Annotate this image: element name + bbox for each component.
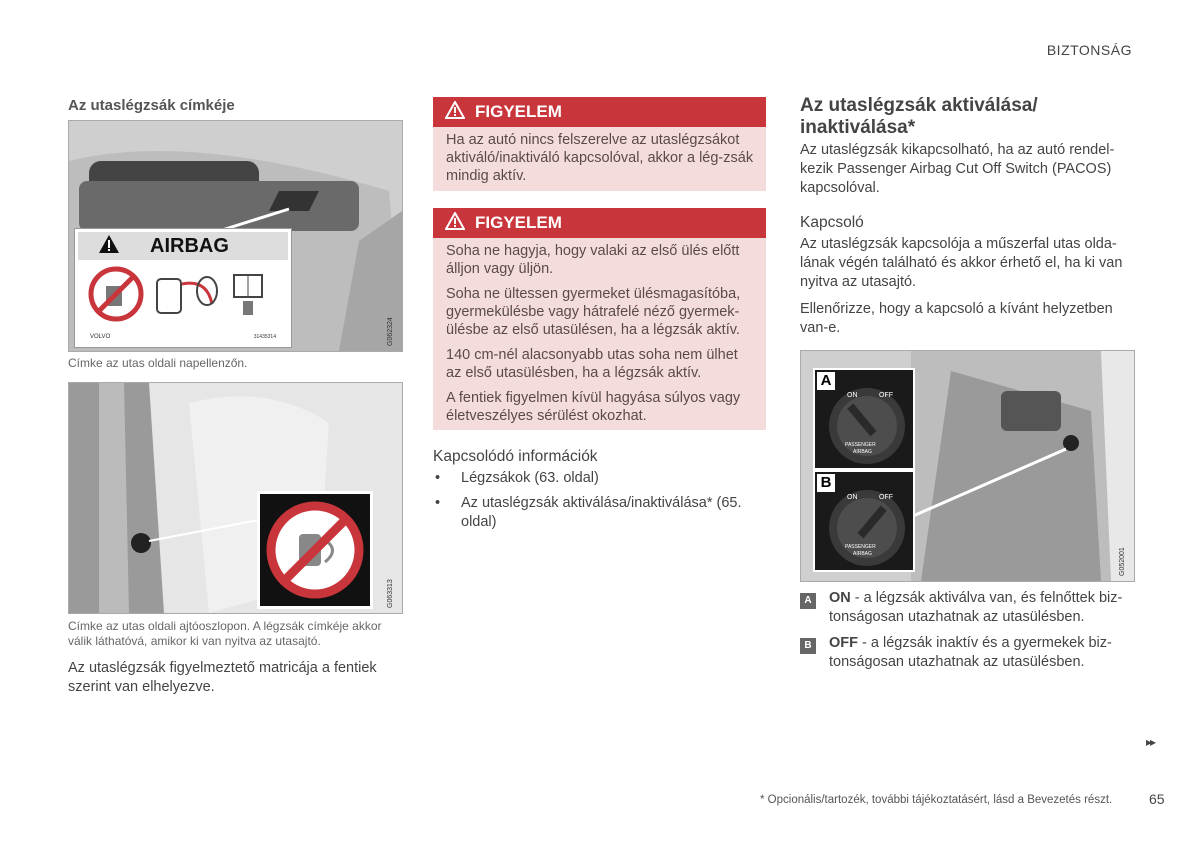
panel-letter: B — [817, 474, 835, 492]
warning-header-2 — [433, 208, 766, 238]
on-label: ON — [847, 392, 858, 399]
image-code: G052001 — [1119, 547, 1126, 576]
state-key: ON — [829, 590, 851, 606]
state-item-b — [800, 634, 1135, 672]
knob-text: AIRBAG — [853, 551, 872, 557]
airbag-label — [75, 229, 291, 347]
warning-triangle-icon — [98, 234, 120, 259]
knob-text: PASSENGER — [845, 544, 876, 550]
continue-arrows-icon: ▸▸ — [1146, 735, 1155, 749]
warning-text: Soha ne hagyja, hogy valaki az első ülés előtt álljon vagy üljön. — [446, 243, 740, 277]
right-title-2: inaktiválása* — [800, 117, 916, 138]
related-title: Kapcsolódó információk — [433, 448, 598, 465]
no-child-seat-icon — [88, 266, 144, 327]
switch-p1: Az utaslégzsák kapcsolója a műszerfal utas olda-lának végén található és akkor érhető el, ha ki van nyitva az utasajtó. — [800, 236, 1123, 290]
caption-door-pillar: Címke az utas oldali ajtóoszlopon. A légzsák címkéje akkor válik láthatóvá, amikor ki van nyitva az utasajtó. — [68, 619, 382, 648]
airbag-label-text: AIRBAG — [150, 234, 229, 257]
warning-text: Ha az autó nincs felszerelve az utaslégzsákot aktiváló/inaktiváló kapcsolóval, akkor a lég-zsák mindig aktív. — [446, 132, 754, 184]
state-text: - a légzsák aktiválva van, és felnőttek biz-tonságosan utazhatnak az utasülésben. — [829, 590, 1123, 625]
switch-panel-a — [813, 368, 915, 470]
label-brand: VOLVO — [90, 334, 111, 340]
state-key: OFF — [829, 635, 858, 651]
state-item-a — [800, 589, 1135, 627]
left-body: Az utaslégzsák figyelmeztető matricája a fentiek szerint van elhelyezve. — [68, 660, 377, 695]
image-code: G062324 — [387, 317, 394, 346]
related-link[interactable]: • Az utaslégzsák aktiválása/inaktiválása* (65. oldal) — [433, 494, 753, 532]
panel-letter: A — [817, 372, 835, 390]
related-link[interactable]: • Légzsákok (63. oldal) — [433, 469, 753, 488]
door-pillar-photo — [68, 382, 403, 614]
warning-triangle-icon — [445, 101, 465, 124]
page-number: 65 — [1149, 791, 1165, 807]
state-tag: B — [800, 638, 816, 654]
knob-text: PASSENGER — [845, 442, 876, 448]
related-list — [433, 469, 753, 538]
warning-text: A fentiek figyelmen kívül hagyása súlyos vagy életveszélyes sérülést okozhat. — [446, 390, 741, 424]
on-label: ON — [847, 494, 858, 501]
off-label: OFF — [879, 494, 893, 501]
door-label-frame — [257, 491, 373, 609]
left-heading: Az utaslégzsák címkéje — [68, 97, 235, 114]
caption-sun-visor: Címke az utas oldali napellenzőn. — [68, 356, 248, 370]
sun-visor-photo — [68, 120, 403, 352]
warning-title: FIGYELEM — [475, 213, 562, 232]
right-intro: Az utaslégzsák kikapcsolható, ha az autó rendel-kezik Passenger Airbag Cut Off Switch (PACOS) kapcsolóval. — [800, 142, 1115, 196]
section-title: BIZTONSÁG — [1046, 42, 1132, 58]
seat-airbag-icon — [152, 269, 222, 324]
warning-body-2 — [433, 238, 766, 430]
state-text: - a légzsák inaktív és a gyermekek biz-tonságosan utazhatnak az utasülésben. — [829, 635, 1112, 670]
warning-header-1 — [433, 97, 766, 127]
knob-text: AIRBAG — [853, 449, 872, 455]
right-title-1: Az utaslégzsák aktiválása/ — [800, 95, 1038, 116]
switch-p2: Ellenőrizze, hogy a kapcsoló a kívánt helyzetben van-e. — [800, 301, 1113, 336]
warning-triangle-icon — [445, 212, 465, 235]
off-label: OFF — [879, 392, 893, 399]
manual-icon — [228, 269, 268, 324]
switch-title: Kapcsoló — [800, 214, 864, 231]
no-child-seat-icon — [265, 500, 365, 605]
switch-panel-b — [813, 470, 915, 572]
warning-title: FIGYELEM — [475, 102, 562, 121]
state-tag: A — [800, 593, 816, 609]
warning-text: Soha ne ültessen gyermeket ülésmagasítóba, gyermekülésbe vagy hátrafelé néző gyermek-ülésbe az első utasülésen, ha a légzsák aktív. — [446, 286, 741, 338]
pacos-switch-photo — [800, 350, 1135, 582]
image-code: G063313 — [387, 579, 394, 608]
warning-text: 140 cm-nél alacsonyabb utas soha nem ülhet az első utasülésben, ha a légzsák aktív. — [446, 347, 738, 381]
footnote: * Opcionális/tartozék, további tájékoztatásért, lásd a Bevezetés részt. — [760, 794, 1113, 806]
label-part-code: 31435314 — [253, 334, 276, 340]
warning-body-1 — [433, 127, 766, 191]
